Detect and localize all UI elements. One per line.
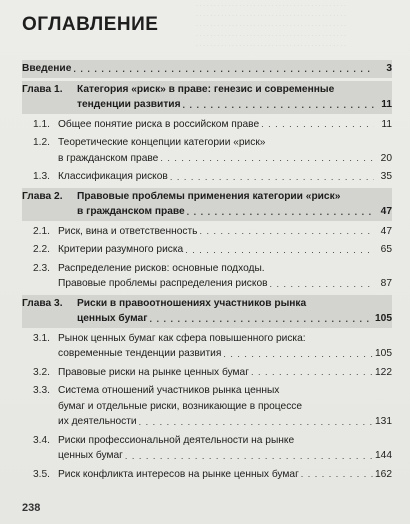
section-title: Риск конфликта интересов на рынке ценных бумаг bbox=[58, 468, 299, 480]
section-number: 2.1. bbox=[33, 225, 50, 237]
section-title-line-1: Риски профессиональной деятельности на рынке bbox=[58, 434, 295, 446]
leader-dots bbox=[261, 117, 374, 132]
section-title: Правовые риски на рынке ценных бумаг bbox=[58, 366, 249, 378]
leader-dots bbox=[251, 365, 373, 380]
toc-page-number: 87 bbox=[380, 278, 392, 289]
toc-section-3-4[interactable] bbox=[22, 433, 392, 464]
chapter-title-line-1: Правовые проблемы применения категории «риск» bbox=[77, 190, 341, 202]
toc-page-number: 20 bbox=[380, 152, 392, 164]
section-number: 1.3. bbox=[33, 171, 50, 182]
toc-page-number: 122 bbox=[375, 366, 392, 378]
section-title-line-2: бумаг и отдельные риски, возникающие в процессе bbox=[58, 400, 303, 412]
section-number: 1.2. bbox=[33, 137, 50, 148]
leader-dots bbox=[160, 151, 374, 166]
section-title-line-2: современные тенденции развития bbox=[58, 348, 222, 359]
chapter-title-line-1: Категория «риск» в праве: генезис и современные bbox=[77, 83, 335, 95]
section-title-line-1: Система отношений участников рынка ценных bbox=[58, 385, 280, 396]
page-number: 238 bbox=[22, 502, 41, 514]
chapter-title-line-2: ценных бумаг bbox=[77, 313, 148, 324]
section-number: 3.5. bbox=[33, 468, 50, 480]
leader-dots bbox=[149, 312, 373, 327]
section-title: Общее понятие риска в российском праве bbox=[58, 118, 260, 130]
leader-dots bbox=[185, 243, 374, 258]
section-title-line-2: в гражданском праве bbox=[58, 152, 159, 164]
toc-page-number: 162 bbox=[375, 468, 392, 480]
leader-dots bbox=[223, 347, 373, 362]
toc-entry-intro[interactable] bbox=[22, 60, 392, 78]
leader-dots bbox=[199, 224, 374, 239]
section-title: Критерии разумного риска bbox=[58, 244, 184, 255]
toc-section-2-3[interactable] bbox=[22, 261, 392, 292]
toc-page-number: 47 bbox=[380, 206, 392, 217]
section-title-line-1: Распределение рисков: основные подходы. bbox=[58, 262, 265, 274]
page-title: ОГЛАВЛЕНИЕ bbox=[22, 14, 159, 35]
toc-page-number: 144 bbox=[375, 450, 392, 461]
toc-page-number: 105 bbox=[375, 313, 392, 324]
toc-section-1-1[interactable] bbox=[22, 117, 392, 133]
section-title-line-1: Теоретические концепции категории «риск» bbox=[58, 137, 266, 148]
toc-entry-title: Введение bbox=[22, 63, 72, 74]
toc-page-number: 35 bbox=[380, 171, 392, 182]
leader-dots bbox=[187, 205, 374, 220]
bleed-through-text: . . . . . . . . . . . . . . . . . . . . . . . . . . . . . . . . . . . . . . . . . . . . . . . . . . . . . . . . . . . . . . . . . . . . . . . . . . . . . . . . . . . . . . . . . . . . . . . . . . . . . . . . . . . . . . . . . . . . . . . . . . . . . . . . . . . . . . . . . . . . . . . . . . . . . . . . . . . . . . . . . . . . . . . . . . . . . . . . . . . . . . . . . . . . . . . . . . . . . . . . . . . . . . . . . . bbox=[196, 1, 346, 48]
chapter-label: Глава 1. bbox=[22, 83, 63, 95]
section-number: 3.2. bbox=[33, 366, 50, 378]
toc-section-3-1[interactable] bbox=[22, 331, 392, 362]
toc-page-number: 3 bbox=[386, 63, 392, 74]
chapter-title-line-2: в гражданском праве bbox=[77, 206, 185, 217]
leader-dots bbox=[73, 62, 374, 77]
toc-page-number: 65 bbox=[380, 244, 392, 255]
leader-dots bbox=[270, 277, 374, 292]
section-title: Классификация рисков bbox=[58, 171, 168, 182]
section-title-line-3: их деятельности bbox=[58, 416, 137, 427]
chapter-label: Глава 3. bbox=[22, 297, 63, 309]
toc-chapter-3[interactable] bbox=[22, 295, 392, 328]
section-number: 3.4. bbox=[33, 434, 50, 446]
table-of-contents bbox=[22, 60, 392, 482]
section-number: 2.2. bbox=[33, 244, 50, 255]
toc-section-1-2[interactable] bbox=[22, 135, 392, 166]
section-title-line-2: Правовые проблемы распределения рисков bbox=[58, 278, 268, 289]
toc-page-number: 11 bbox=[381, 99, 392, 110]
section-number: 3.3. bbox=[33, 385, 50, 396]
leader-dots bbox=[301, 467, 373, 482]
leader-dots bbox=[183, 98, 374, 113]
toc-page-number: 105 bbox=[375, 348, 392, 359]
section-number: 3.1. bbox=[33, 332, 50, 344]
toc-section-3-5[interactable] bbox=[22, 467, 392, 483]
toc-page-number: 131 bbox=[375, 416, 392, 427]
chapter-label: Глава 2. bbox=[22, 190, 63, 202]
section-title: Риск, вина и ответственность bbox=[58, 225, 198, 237]
section-number: 1.1. bbox=[33, 118, 50, 130]
leader-dots bbox=[170, 170, 374, 185]
chapter-title-line-2: тенденции развития bbox=[77, 99, 181, 110]
section-title-line-1: Рынок ценных бумаг как сфера повышенного риска: bbox=[58, 332, 306, 344]
leader-dots bbox=[125, 449, 373, 464]
leader-dots bbox=[139, 415, 373, 430]
section-number: 2.3. bbox=[33, 262, 50, 274]
chapter-title-line-1: Риски в правоотношениях участников рынка bbox=[77, 297, 307, 309]
section-title-line-2: ценных бумаг bbox=[58, 450, 123, 461]
toc-section-3-2[interactable] bbox=[22, 365, 392, 381]
toc-section-1-3[interactable] bbox=[22, 169, 392, 185]
toc-section-3-3[interactable] bbox=[22, 383, 392, 430]
toc-section-2-1[interactable] bbox=[22, 224, 392, 240]
toc-chapter-2[interactable] bbox=[22, 188, 392, 221]
toc-chapter-1[interactable] bbox=[22, 81, 392, 114]
toc-section-2-2[interactable] bbox=[22, 242, 392, 258]
toc-page-number: 47 bbox=[380, 225, 392, 237]
toc-page-number: 11 bbox=[381, 118, 392, 130]
